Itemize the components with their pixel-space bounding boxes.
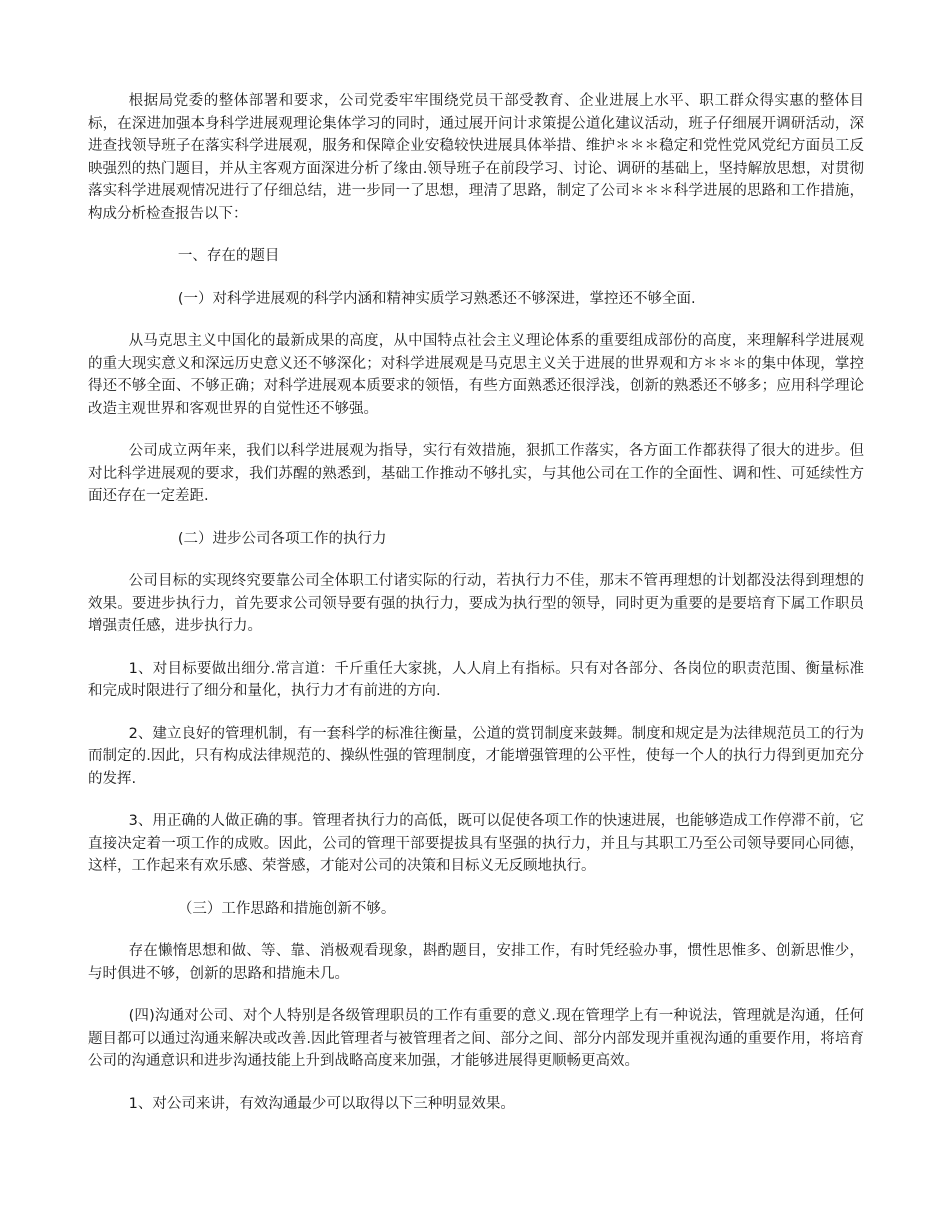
paragraph: 2、建立良好的管理机制，有一套科学的标准往衡量，公道的赏罚制度来鼓舞。制度和规定是为法律规范员工的行为而制定的.因此，只有构成法律规范的、操纵性强的管理制度，才能增强管理的公平性，使每一个人的执行力得到更加充分的发挥. — [88, 725, 864, 787]
paragraph: (四)沟通对公司、对个人特别是各级管理职员的工作有重要的意义.现在管理学上有一种说法，管理就是沟通，任何题目都可以通过沟通来解决或改善.因此管理者与被管理者之间、部分之间、部分内部发现并重视沟通的重要作用，将培育公司的沟通意识和进步沟通技能上升到战略高度来加强，才能够进展得更顺畅更高效。 — [88, 1008, 864, 1069]
paragraph: 1、对公司来讲，有效沟通最少可以取得以下三种明显效果。 — [128, 1095, 515, 1112]
subheading-3: （三）工作思路和措施创新不够。 — [177, 900, 396, 917]
paragraph-intro: 根据局党委的整体部署和要求，公司党委牢牢围绕党员干部受教育、企业进展上水平、职工群众得实惠的整体目标，在深进加强本身科学进展观理论集体学习的同时，通过展开问计求策提公道化建议活动，班子仔细展开调研活动，深进查找领导班子在落实科学进展观，服务和保障企业安稳较快进展具体举措、维护＊＊＊稳定和党性党风党纪方面员工反映强烈的热门题目，并从主客观方面深进分析了缘由.领导班子在前段学习、讨论、调研的基础上，坚持解放思想，对贯彻落实科学进展观情况进行了仔细总结，进一步同一了思想，理清了思路，制定了公司＊＊＊科学进展的思路和工作措施，构成分析检查报告以下： — [88, 93, 864, 222]
paragraph: 3、用正确的人做正确的事。管理者执行力的高低，既可以促使各项工作的快速进展，也能够造成工作停滞不前，它直接决定着一项工作的成败。因此，公司的管理干部要提拔具有坚强的执行力，并且与其职工乃至公司领导要同心同德，这样，工作起来有欢乐感、荣誉感，才能对公司的决策和目标义无反顾地执行。 — [88, 813, 864, 874]
document-body — [88, 90, 864, 1115]
section-heading-problems: 一、存在的题目 — [177, 248, 280, 264]
paragraph: 公司目标的实现终究要靠公司全体职工付诸实际的行动，若执行力不佳，那末不管再理想的计划都没法得到理想的效果。要进步执行力，首先要求公司领导要有强的执行力，要成为执行型的领导，同时更为重要的是要培育下属工作职员增强责任感，进步执行力。 — [88, 573, 864, 634]
paragraph: 存在懒惰思想和做、等、靠、消极观看现象，斟酌题目，安排工作，有时凭经验办事，惯性思惟多、创新思惟少，与时俱进不够，创新的思路和措施未几。 — [88, 943, 864, 982]
subheading-2: (二）进步公司各项工作的执行力 — [177, 530, 387, 547]
paragraph: 1、对目标要做出细分.常言道：千斤重任大家挑，人人肩上有指标。只有对各部分、各岗位的职责范围、衡量标准和完成时限进行了细分和量化，执行力才有前进的方向. — [88, 660, 864, 699]
subheading-1: (一）对科学进展观的科学内涵和精神实质学习熟悉还不够深进，掌控还不够全面. — [177, 290, 696, 307]
paragraph: 从马克思主义中国化的最新成果的高度，从中国特点社会主义理论体系的重要组成部份的高度，来理解科学进展观的重大现实意义和深远历史意义还不够深化；对科学进展观是马克思主义关于进展的世界观和方＊＊＊的集中体现，掌控得还不够全面、不够正确；对科学进展观本质要求的领悟，有些方面熟悉还很浮浅，创新的熟悉还不够多；应用科学理论改造主观世界和客观世界的自觉性还不够强。 — [88, 333, 864, 417]
paragraph: 公司成立两年来，我们以科学进展观为指导，实行有效措施，狠抓工作落实，各方面工作都获得了很大的进步。但对比科学进展观的要求，我们苏醒的熟悉到，基础工作推动不够扎实，与其他公司在工作的全面性、调和性、可延续性方面还存在一定差距. — [88, 443, 864, 504]
